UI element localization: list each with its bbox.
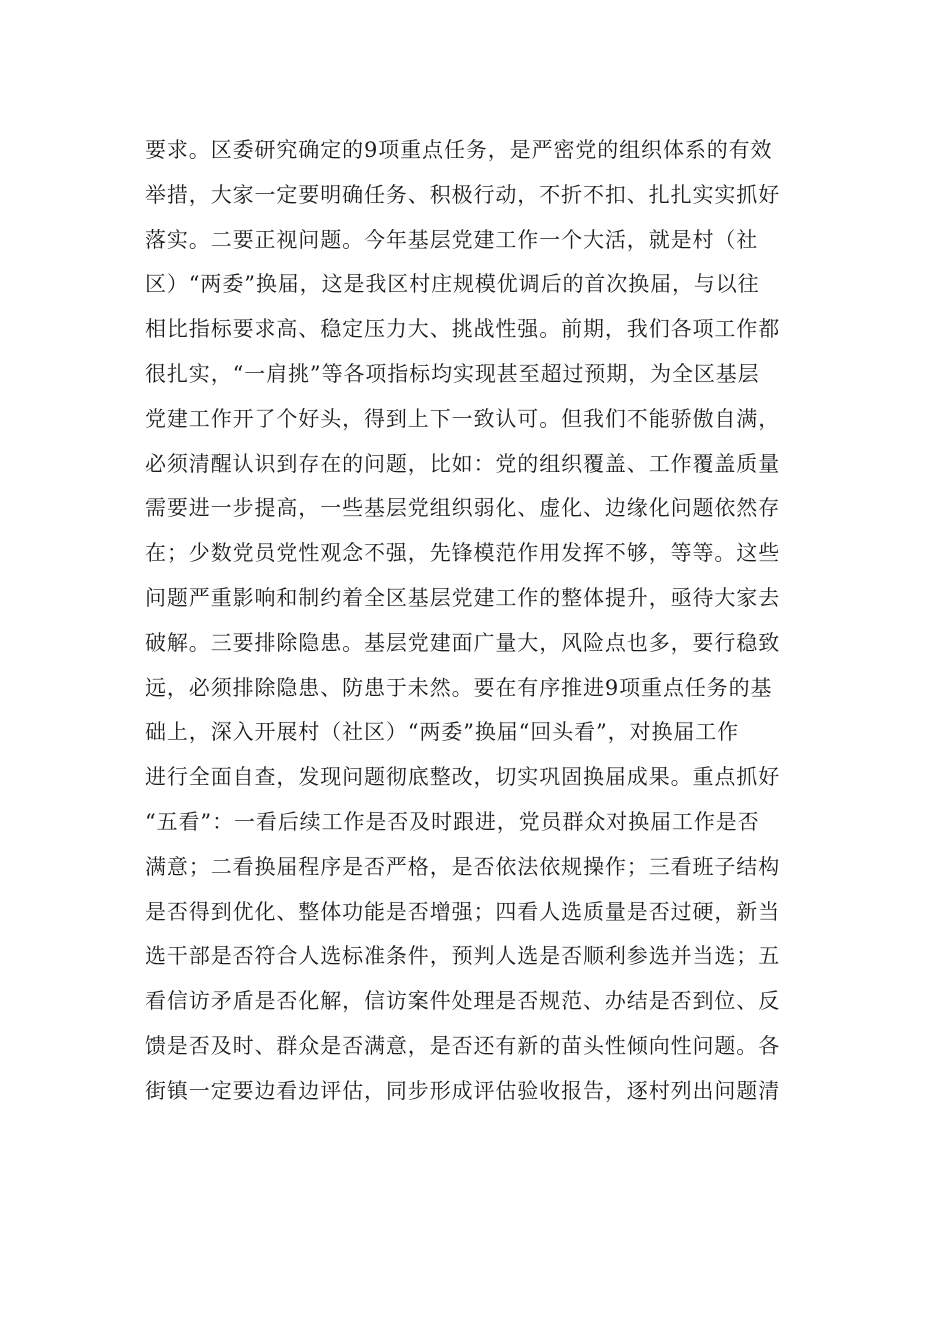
body-text [145, 128, 805, 1114]
text-line: 选干部是否符合人选标准条件，预判人选是否顺利参选并当选；五 [145, 944, 781, 969]
text-line: “五看”：一看后续工作是否及时跟进，党员群众对换届工作是否 [145, 809, 760, 834]
text-line: 础上，深入开展村（社区）“两委”换届“回头看”，对换届工作 [145, 720, 740, 745]
text-line: 馈是否及时、群众是否满意，是否还有新的苗头性倾向性问题。各 [145, 1033, 781, 1058]
text-line: 必须清醒认识到存在的问题，比如：党的组织覆盖、工作覆盖质量 [145, 451, 781, 476]
text-line: 远，必须排除隐患、防患于未然。要在有序推进9项重点任务的基 [145, 675, 773, 700]
text-line: 进行全面自查，发现问题彻底整改，切实巩固换届成果。重点抓好 [145, 765, 781, 790]
text-line: 要求。区委研究确定的9项重点任务，是严密党的组织体系的有效 [145, 138, 773, 162]
text-line: 破解。三要排除隐患。基层党建面广量大，风险点也多，要行稳致 [145, 630, 781, 655]
text-line: 党建工作开了个好头，得到上下一致认可。但我们不能骄傲自满， [145, 406, 781, 431]
text-line: 街镇一定要边看边评估，同步形成评估验收报告，逐村列出问题清 [145, 1078, 781, 1103]
text-line: 在；少数党员党性观念不强，先锋模范作用发挥不够，等等。这些 [145, 541, 781, 566]
text-line: 举措，大家一定要明确任务、积极行动，不折不扣、扎扎实实抓好 [145, 182, 781, 207]
text-line: 是否得到优化、整体功能是否增强；四看人选质量是否过硬，新当 [145, 899, 781, 924]
text-line: 落实。二要正视问题。今年基层党建工作一个大活，就是村（社 [145, 227, 759, 252]
text-line: 相比指标要求高、稳定压力大、挑战性强。前期，我们各项工作都 [145, 317, 781, 342]
text-line: 看信访矛盾是否化解，信访案件处理是否规范、办结是否到位、反 [145, 989, 781, 1014]
text-line: 区）“两委”换届，这是我区村庄规模优调后的首次换届，与以往 [145, 272, 760, 297]
text-line: 需要进一步提高，一些基层党组织弱化、虚化、边缘化问题依然存 [145, 496, 781, 521]
text-line: 满意；二看换届程序是否严格，是否依法依规操作；三看班子结构 [145, 854, 781, 879]
text-line: 问题严重影响和制约着全区基层党建工作的整体提升，亟待大家去 [145, 585, 781, 610]
text-line: 很扎实，“一肩挑”等各项指标均实现甚至超过预期，为全区基层 [145, 361, 760, 386]
